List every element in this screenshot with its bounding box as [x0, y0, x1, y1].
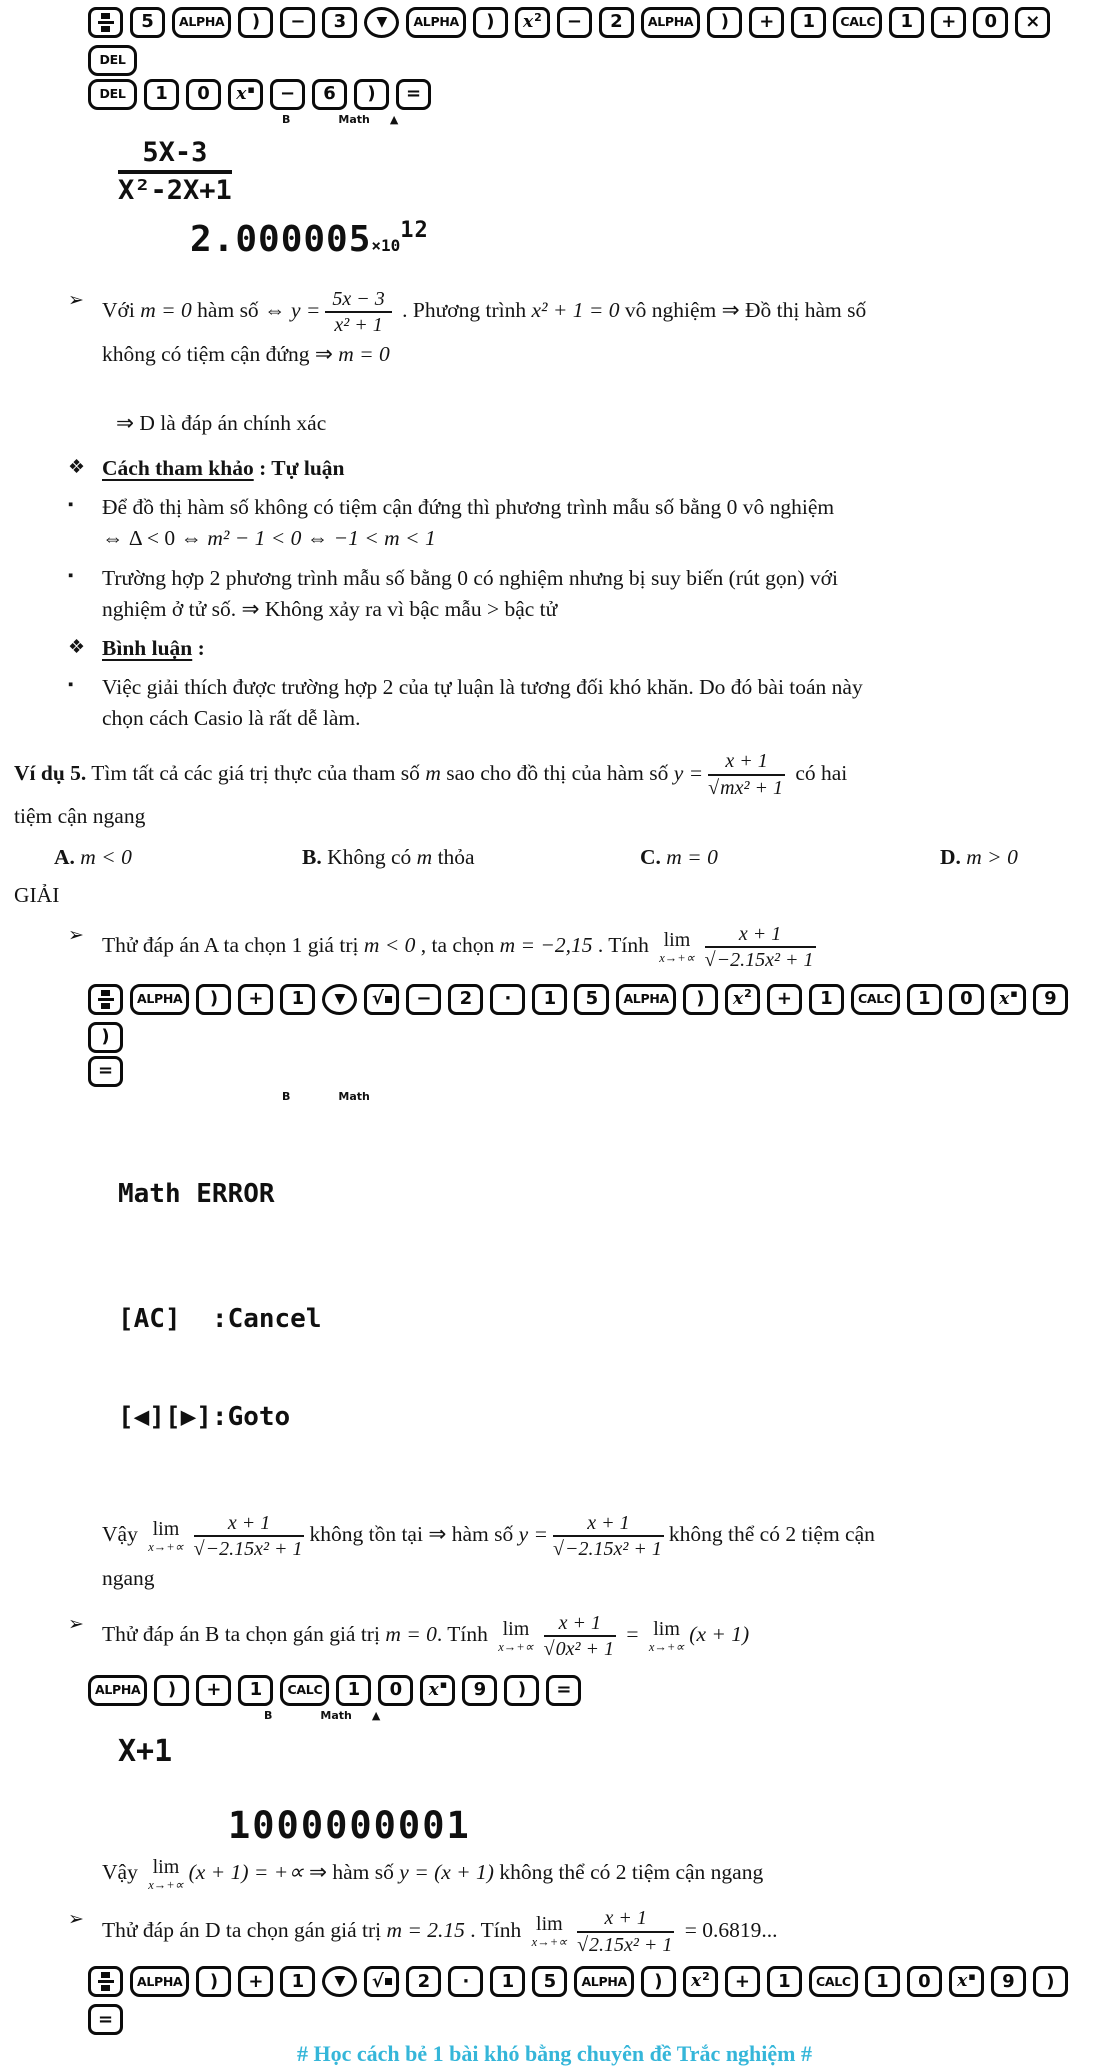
- answer-options-row: [54, 842, 1095, 873]
- calc-key-x-power: x ▪: [420, 1675, 455, 1706]
- calc-key-0: 0: [186, 79, 221, 110]
- text-run: Trường hợp 2 phương trình mẫu số bằng 0 có nghiệm nhưng bị suy biến (rút gọn) với: [102, 565, 838, 590]
- bold-run: :: [192, 635, 205, 660]
- try-answer-d-paragraph: [68, 1905, 1095, 1958]
- calc-key-9: 9: [1033, 984, 1068, 1015]
- square-bullet-icon: ▪: [68, 567, 74, 584]
- text-run: ⇔ Δ < 0 ⇔: [102, 526, 208, 551]
- lcd-xplus1-display: X+1: [118, 1733, 173, 1769]
- calc-key-−: −: [280, 7, 315, 38]
- math-run: m = 2.15: [386, 1917, 465, 1942]
- text-run: Để đồ thị hàm số không có tiệm cận đứng thì phương trình mẫu số bằng 0 vô nghiệm: [102, 495, 835, 520]
- text-run: ⇒ hàm số: [303, 1860, 400, 1884]
- lcd-result-display: [190, 214, 1095, 266]
- calc-key-): ): [683, 984, 718, 1015]
- calc-key-alpha: ALPHA: [130, 984, 189, 1015]
- calc-key-−: −: [406, 984, 441, 1015]
- lcd-indicator-row: [282, 1089, 1095, 1105]
- calc-key-1: 1: [767, 1966, 802, 1997]
- calc-key-alpha: ALPHA: [172, 7, 231, 38]
- calc-key-x-power: x ▪: [949, 1966, 984, 1997]
- lcd-error-title: Math ERROR: [118, 1178, 275, 1209]
- calc-key-2: 2: [599, 7, 634, 38]
- calc-key-1: 1: [889, 7, 924, 38]
- math-fraction-sqrt: $\frac{x + 1}{\text{√−2.15x² + 1}}$: [704, 922, 814, 972]
- calc-key-2: 2: [448, 984, 483, 1015]
- calc-key-5: 5: [532, 1966, 567, 1997]
- calc-key-1: 1: [336, 1675, 371, 1706]
- calc-key-row-a2: [88, 1056, 1095, 1087]
- paragraph-content: [102, 495, 834, 550]
- calc-key-1: 1: [280, 1966, 315, 1997]
- bold-run: : Tự luận: [253, 456, 345, 481]
- text-run: sao cho đồ thị của hàm số: [440, 760, 674, 785]
- calc-key-): ): [196, 1966, 231, 1997]
- calc-key-fraction: [88, 7, 123, 38]
- calc-key-calc: CALC: [809, 1966, 858, 1997]
- math-run: m = 0: [385, 1622, 437, 1647]
- math-run: −1 < m < 1: [333, 526, 436, 551]
- text-run: , ta chọn: [415, 933, 500, 958]
- paragraph-content: [102, 1907, 778, 1956]
- math-fraction-sqrt: $\frac{x + 1}{\text{√0x² + 1}}$: [543, 1611, 614, 1661]
- paragraph-content: [14, 750, 848, 829]
- text-run: không tồn tại ⇒ hàm số: [309, 1522, 519, 1547]
- bold-underline-run: Cách tham khảo: [102, 456, 254, 481]
- diamond-bullet-icon: ❖: [68, 457, 86, 479]
- bold-run: B.: [302, 845, 328, 870]
- math-run: m: [425, 760, 441, 785]
- indicator-b: B: [282, 113, 291, 126]
- text-run: . Tính: [464, 1917, 527, 1942]
- lcd-fraction-display: [118, 138, 232, 205]
- math-fraction: $\frac{5x - 3}{\text{x² + 1}}$: [325, 288, 391, 337]
- lcd-big-result-display: 1000000001: [228, 1804, 471, 1848]
- math-limit: lim x→+∝: [498, 1618, 534, 1655]
- math-limit: lim x→+∝: [148, 1855, 184, 1892]
- calc-key-1: 1: [532, 984, 567, 1015]
- math-run: m: [416, 845, 433, 870]
- bullet-paragraph-tu-luan-1: [68, 492, 1095, 554]
- bold-run: D.: [940, 845, 967, 870]
- calc-key-+: +: [767, 984, 802, 1015]
- calc-key-del: DEL: [88, 45, 137, 76]
- text-run: Vậy: [102, 1522, 144, 1547]
- calc-key-1: 1: [238, 1675, 273, 1706]
- lcd-math-error-display: [118, 1113, 1095, 1499]
- math-run: y = (x + 1): [399, 1860, 494, 1884]
- lcd-result-x10: ×10: [371, 235, 401, 255]
- math-run: m > 0: [966, 845, 1018, 870]
- answer-option-c: [640, 842, 940, 873]
- calc-key-·: ·: [448, 1966, 483, 1997]
- example-5-statement: [14, 748, 1095, 832]
- text-run: ngang: [102, 1565, 155, 1590]
- calc-key-1: 1: [490, 1966, 525, 1997]
- calc-key-row-1b: [88, 79, 1095, 110]
- calc-key-row-d: [88, 1966, 1095, 2035]
- bullet-paragraph-tu-luan-2: [68, 563, 1095, 625]
- calc-key-calc: CALC: [851, 984, 900, 1015]
- calc-key-×: ×: [1015, 7, 1050, 38]
- text-run: Tìm tất cả các giá trị thực của tham số: [86, 760, 426, 785]
- calc-key-): ): [504, 1675, 539, 1706]
- math-run: y =: [518, 1522, 549, 1547]
- solution-paragraph-m0: [68, 286, 1095, 370]
- calc-key-=: =: [88, 2004, 123, 2035]
- math-run: m = −2,15: [499, 933, 593, 958]
- calc-key-=: =: [88, 1056, 123, 1087]
- calc-key-1: 1: [907, 984, 942, 1015]
- calc-key-): ): [641, 1966, 676, 1997]
- conclusion-line-d: [116, 408, 1095, 439]
- calc-key-fraction: [88, 1966, 123, 1997]
- math-run: m < 0: [80, 845, 132, 870]
- math-run: y =: [290, 298, 321, 323]
- calc-key-fraction: [88, 984, 123, 1015]
- math-fraction-sqrt: $\frac{x + 1}{\text{√2.15x² + 1}}$: [577, 1907, 673, 1956]
- calc-key-1: 1: [280, 984, 315, 1015]
- lcd-error-cancel: [AC] :Cancel: [118, 1304, 322, 1334]
- math-run: m² − 1 < 0: [207, 526, 302, 551]
- arrow-bullet-icon: ➢: [68, 924, 84, 946]
- math-limit: lim x→+∝: [531, 1913, 568, 1950]
- calc-key-): ): [473, 7, 508, 38]
- math-run: m = 0: [140, 298, 192, 323]
- lcd-fraction-numerator: 5X-3: [118, 138, 232, 174]
- calc-key-9: 9: [462, 1675, 497, 1706]
- calc-key-x-squared: x 2: [725, 984, 760, 1015]
- conclusion-a-paragraph: [102, 1510, 1095, 1594]
- text-run: tiệm cận ngang: [14, 804, 146, 829]
- text-run: nghiệm ở tử số. ⇒ Không xảy ra vì bậc mẫu > bậc tử: [102, 596, 558, 621]
- calc-key-): ): [707, 7, 742, 38]
- calc-key-1: 1: [791, 7, 826, 38]
- paragraph-content: [102, 675, 863, 730]
- up-arrow-icon: ▲: [371, 1708, 381, 1722]
- text-run: Thử đáp án D ta chọn gán giá trị: [102, 1917, 387, 1942]
- text-run: . Tính: [592, 933, 655, 958]
- math-run: x² + 1 = 0: [531, 298, 620, 323]
- text-run: không thể có 2 tiệm cận: [668, 1522, 875, 1547]
- arrow-bullet-icon: ➢: [68, 1613, 84, 1635]
- text-run: chọn cách Casio là rất dễ làm.: [102, 706, 361, 731]
- up-arrow-icon: ▲: [389, 113, 399, 126]
- text-run: Thử đáp án A ta chọn 1 giá trị: [102, 933, 364, 958]
- lcd-result-mantissa: 2.000005: [190, 218, 372, 260]
- calc-key-=: =: [546, 1675, 581, 1706]
- math-run: (x + 1): [689, 1622, 750, 1647]
- text-run: Việc giải thích được trường hợp 2 của tự luận là tương đối khó khăn. Do đó bài toán này: [102, 675, 863, 700]
- calc-key-x-squared: x 2: [515, 7, 550, 38]
- math-fraction-sqrt: $\frac{x + 1}{\text{√−2.15x² + 1}}$: [193, 1512, 303, 1561]
- calc-key-5: 5: [130, 7, 165, 38]
- calc-key-−: −: [270, 79, 305, 110]
- text-run: thỏa: [432, 845, 475, 870]
- bold-run: Ví dụ 5.: [14, 760, 87, 785]
- calc-key-x-squared: x 2: [683, 1966, 718, 1997]
- text-run: ⇔: [301, 526, 334, 551]
- diamond-bullet-icon: ❖: [68, 636, 86, 658]
- calc-key-alpha: ALPHA: [88, 1675, 147, 1706]
- calc-key-1: 1: [809, 984, 844, 1015]
- text-run: có hai: [789, 760, 848, 785]
- text-run: Vậy: [102, 1860, 144, 1884]
- calc-key-): ): [196, 984, 231, 1015]
- text-run: . Phương trình: [396, 298, 532, 323]
- calc-key-+: +: [238, 1966, 273, 1997]
- conclusion-b-paragraph: [102, 1857, 1095, 1892]
- text-run: =: [620, 1622, 644, 1647]
- calc-key-0: 0: [907, 1966, 942, 1997]
- text-run: ⇒ D là đáp án chính xác: [116, 410, 327, 435]
- text-run: = 0.6819...: [679, 1917, 778, 1942]
- calc-key-alpha: ALPHA: [406, 7, 465, 38]
- text-run: Thử đáp án B ta chọn gán giá trị: [102, 1622, 386, 1647]
- calc-key-): ): [354, 79, 389, 110]
- try-answer-b-paragraph: [68, 1610, 1095, 1663]
- paragraph-content: [102, 1611, 750, 1661]
- calc-key-sqrt: √: [364, 1966, 399, 1997]
- heading-cach-tham-khao: [68, 453, 1095, 484]
- calc-key-sqrt: √: [364, 984, 399, 1015]
- calc-key-down-arrow: ▼: [364, 7, 399, 38]
- lcd-indicator-row: [282, 112, 1095, 128]
- paragraph-content: [102, 566, 838, 621]
- bold-run: A.: [54, 845, 81, 870]
- calc-key-row-a: [88, 984, 1095, 1053]
- square-bullet-icon: ▪: [68, 677, 74, 694]
- math-fraction-sqrt: $\frac{x + 1}{\text{√−2.15x² + 1}}$: [553, 1512, 662, 1561]
- answer-option-a: [54, 842, 302, 873]
- paragraph-content: [102, 456, 345, 480]
- paragraph-content: [102, 287, 867, 366]
- calc-key-9: 9: [991, 1966, 1026, 1997]
- paragraph-content: [102, 1855, 764, 1892]
- math-limit: lim x→+∝: [648, 1618, 685, 1655]
- paragraph-content: [116, 411, 326, 435]
- calc-key-+: +: [931, 7, 966, 38]
- text-run: không thể có 2 tiệm cận ngang: [493, 1860, 764, 1884]
- text-run: Không có: [327, 845, 417, 870]
- calc-key-+: +: [238, 984, 273, 1015]
- calc-key-0: 0: [949, 984, 984, 1015]
- try-answer-a-paragraph: [68, 921, 1095, 974]
- math-run: y =: [673, 760, 704, 785]
- paragraph-content: [102, 922, 821, 972]
- text-run: hàm số ⇔: [191, 298, 291, 323]
- square-bullet-icon: ▪: [68, 497, 74, 514]
- footer-text: # Học cách bẻ 1 bài khó bằng chuyên đề Trắc nghiệm #: [296, 2041, 812, 2067]
- arrow-bullet-icon: ➢: [68, 1909, 84, 1931]
- lcd-result-exponent: 12: [400, 217, 429, 243]
- calc-key-down-arrow: ▼: [322, 984, 357, 1015]
- math-limit: lim x→+∝: [659, 928, 695, 965]
- calc-key-del: DEL: [88, 79, 137, 110]
- indicator-b: B: [282, 1089, 291, 1103]
- math-limit: lim x→+∝: [148, 1518, 184, 1555]
- answer-option-d: [940, 842, 1018, 873]
- calc-key-x-power: x ▪: [991, 984, 1026, 1015]
- math-run: (x + 1) = +∝: [188, 1860, 304, 1884]
- text-run: vô nghiệm ⇒ Đồ thị hàm số: [619, 298, 867, 323]
- indicator-b: B: [264, 1708, 273, 1722]
- lcd-fraction-denominator: X²-2X+1: [118, 174, 232, 206]
- calc-key-row-1a: [88, 7, 1095, 76]
- paragraph-content: [102, 1512, 875, 1590]
- math-fraction-sqrt: $\frac{x + 1}{\text{√mx² + 1}}$: [708, 750, 783, 799]
- calc-key-alpha: ALPHA: [130, 1966, 189, 1997]
- calc-key-): ): [238, 7, 273, 38]
- calc-key-down-arrow: ▼: [322, 1966, 357, 1997]
- calc-key-6: 6: [312, 79, 347, 110]
- footer-clipped-text: [14, 2039, 1095, 2067]
- calc-key-): ): [154, 1675, 189, 1706]
- arrow-bullet-icon: ➢: [68, 289, 84, 311]
- calc-key-alpha: ALPHA: [574, 1966, 633, 1997]
- calc-key-1: 1: [144, 79, 179, 110]
- calc-key-calc: CALC: [280, 1675, 329, 1706]
- calc-key-1: 1: [865, 1966, 900, 1997]
- math-run: m < 0: [363, 933, 416, 958]
- answer-option-b: [302, 842, 640, 873]
- calc-key-3: 3: [322, 7, 357, 38]
- calc-key-+: +: [749, 7, 784, 38]
- math-run: m = 0: [338, 341, 390, 366]
- text-run: . Tính: [436, 1622, 494, 1647]
- paragraph-content: [102, 636, 205, 660]
- indicator-math: Math: [320, 1708, 352, 1722]
- calc-key-alpha: ALPHA: [641, 7, 700, 38]
- calc-key-): ): [88, 1022, 123, 1053]
- indicator-math: Math: [338, 1089, 370, 1103]
- calc-key-−: −: [557, 7, 592, 38]
- lcd-indicator-row: [264, 1708, 1095, 1724]
- calc-key-calc: CALC: [833, 7, 882, 38]
- calc-key-row-b: [88, 1675, 1095, 1706]
- calc-key-5: 5: [574, 984, 609, 1015]
- heading-binh-luan: [68, 633, 1095, 664]
- calc-key-0: 0: [973, 7, 1008, 38]
- calc-key-x-power: x ▪: [228, 79, 263, 110]
- calc-key-alpha: ALPHA: [616, 984, 675, 1015]
- bold-underline-run: Bình luận: [102, 635, 193, 660]
- text-run: Với: [102, 298, 141, 323]
- calc-key-=: =: [396, 79, 431, 110]
- calc-key-): ): [1033, 1966, 1068, 1997]
- calc-key-+: +: [725, 1966, 760, 1997]
- calc-key-2: 2: [406, 1966, 441, 1997]
- lcd-error-goto: [◀][▶]:Goto: [118, 1401, 291, 1432]
- bold-run: C.: [640, 845, 667, 870]
- calc-key-·: ·: [490, 984, 525, 1015]
- text-run: không có tiệm cận đứng ⇒: [102, 341, 339, 366]
- calc-key-+: +: [196, 1675, 231, 1706]
- giai-heading: GIẢI: [14, 882, 60, 907]
- calc-key-0: 0: [378, 1675, 413, 1706]
- math-run: m = 0: [666, 845, 718, 870]
- bullet-paragraph-binh-luan: [68, 672, 1095, 734]
- indicator-math: Math: [338, 113, 370, 126]
